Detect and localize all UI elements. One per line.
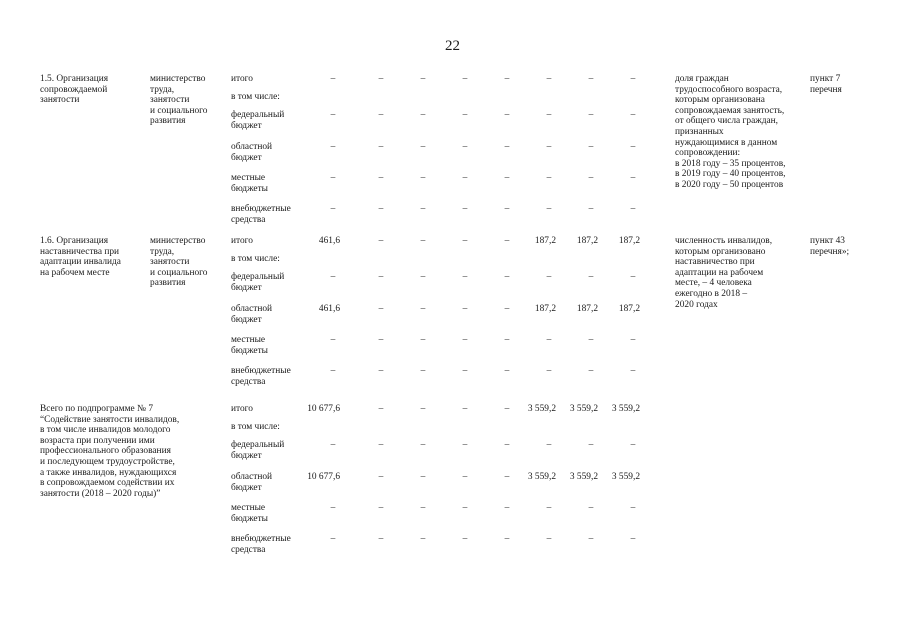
amount-y2018: 187,2	[534, 236, 556, 246]
amount-y2019: 3 559,2	[569, 404, 598, 414]
row-label: в том числе:	[231, 92, 280, 102]
dash-cell: –	[504, 142, 510, 152]
section-title: 1.5. Организация сопровождаемой занятости	[40, 74, 109, 106]
dash-cell: –	[462, 204, 468, 214]
dash-cell: –	[588, 440, 594, 450]
amount-y2019: 187,2	[576, 236, 598, 246]
row-label: в том числе:	[231, 254, 280, 264]
section-title: 1.6. Организация наставничества при адаптации инвалида на рабочем месте	[40, 236, 121, 278]
dash-cell: –	[420, 404, 426, 414]
dash-cell: –	[462, 304, 468, 314]
dash-cell: –	[630, 335, 636, 345]
dash-cell: –	[630, 74, 636, 84]
row-label: внебюджетные средства	[231, 534, 291, 555]
dash-cell: –	[504, 74, 510, 84]
dash-cell: –	[588, 503, 594, 513]
dash-cell: –	[546, 335, 552, 345]
row-label: федеральный бюджет	[231, 110, 285, 131]
amount-total: 461,6	[318, 236, 340, 246]
executor: министерство труда, занятости и социального развития	[150, 74, 208, 127]
dash-cell: –	[546, 366, 552, 376]
dash-cell: –	[420, 173, 426, 183]
reference: пункт 7 перечня	[810, 74, 842, 95]
dash-cell: –	[546, 110, 552, 120]
row-label: федеральный бюджет	[231, 272, 285, 293]
amount-total: 461,6	[318, 304, 340, 314]
reference: пункт 43 перечня»;	[810, 236, 850, 257]
section-title: Всего по подпрограмме № 7 “Содействие занятости инвалидов, в том числе инвалидов молодого возраста при получении ими профессионального образования и последующем трудоустройстве, а также инвалидов, нуждающихся в сопровождаемом содействии их занятости (2018 – 2020 годы)”	[40, 404, 180, 499]
dash-cell: –	[504, 204, 510, 214]
dash-cell: –	[462, 472, 468, 482]
row-label: в том числе:	[231, 422, 280, 432]
row-label: итого	[231, 74, 253, 84]
dash-cell: –	[462, 173, 468, 183]
dash-cell: –	[588, 366, 594, 376]
row-label: областной бюджет	[231, 142, 273, 163]
dash-cell: –	[330, 204, 336, 214]
dash-cell: –	[630, 366, 636, 376]
row-label: федеральный бюджет	[231, 440, 285, 461]
row-label: местные бюджеты	[231, 503, 268, 524]
dash-cell: –	[378, 472, 384, 482]
dash-cell: –	[588, 173, 594, 183]
dash-cell: –	[504, 304, 510, 314]
dash-cell: –	[630, 142, 636, 152]
amount-y2020: 187,2	[618, 236, 640, 246]
dash-cell: –	[588, 74, 594, 84]
dash-cell: –	[462, 110, 468, 120]
dash-cell: –	[546, 272, 552, 282]
dash-cell: –	[462, 404, 468, 414]
dash-cell: –	[630, 173, 636, 183]
dash-cell: –	[504, 404, 510, 414]
dash-cell: –	[378, 366, 384, 376]
dash-cell: –	[546, 204, 552, 214]
dash-cell: –	[420, 503, 426, 513]
row-label: областной бюджет	[231, 304, 273, 325]
row-label: внебюджетные средства	[231, 366, 291, 387]
dash-cell: –	[330, 74, 336, 84]
row-label: местные бюджеты	[231, 335, 268, 356]
row-label: итого	[231, 236, 253, 246]
dash-cell: –	[462, 335, 468, 345]
dash-cell: –	[420, 236, 426, 246]
page-number: 22	[445, 38, 460, 54]
dash-cell: –	[630, 204, 636, 214]
dash-cell: –	[546, 503, 552, 513]
dash-cell: –	[330, 173, 336, 183]
dash-cell: –	[630, 272, 636, 282]
row-label: областной бюджет	[231, 472, 273, 493]
dash-cell: –	[504, 335, 510, 345]
dash-cell: –	[462, 74, 468, 84]
dash-cell: –	[588, 335, 594, 345]
dash-cell: –	[420, 335, 426, 345]
dash-cell: –	[420, 304, 426, 314]
dash-cell: –	[462, 534, 468, 544]
dash-cell: –	[420, 534, 426, 544]
dash-cell: –	[420, 142, 426, 152]
dash-cell: –	[330, 440, 336, 450]
dash-cell: –	[378, 204, 384, 214]
amount-y2019: 3 559,2	[569, 472, 598, 482]
dash-cell: –	[546, 74, 552, 84]
dash-cell: –	[378, 503, 384, 513]
dash-cell: –	[630, 534, 636, 544]
row-label: внебюджетные средства	[231, 204, 291, 225]
dash-cell: –	[504, 272, 510, 282]
row-label: итого	[231, 404, 253, 414]
dash-cell: –	[504, 173, 510, 183]
dash-cell: –	[330, 366, 336, 376]
dash-cell: –	[378, 335, 384, 345]
amount-y2020: 3 559,2	[611, 404, 640, 414]
dash-cell: –	[330, 335, 336, 345]
amount-y2020: 187,2	[618, 304, 640, 314]
dash-cell: –	[420, 472, 426, 482]
dash-cell: –	[630, 503, 636, 513]
dash-cell: –	[462, 236, 468, 246]
dash-cell: –	[330, 142, 336, 152]
dash-cell: –	[378, 74, 384, 84]
dash-cell: –	[504, 534, 510, 544]
amount-y2020: 3 559,2	[611, 472, 640, 482]
dash-cell: –	[330, 110, 336, 120]
dash-cell: –	[588, 272, 594, 282]
amount-y2018: 3 559,2	[527, 472, 556, 482]
dash-cell: –	[330, 503, 336, 513]
dash-cell: –	[378, 304, 384, 314]
amount-y2018: 187,2	[534, 304, 556, 314]
dash-cell: –	[588, 142, 594, 152]
dash-cell: –	[378, 173, 384, 183]
dash-cell: –	[378, 440, 384, 450]
dash-cell: –	[378, 110, 384, 120]
dash-cell: –	[504, 440, 510, 450]
dash-cell: –	[462, 272, 468, 282]
dash-cell: –	[504, 366, 510, 376]
dash-cell: –	[378, 404, 384, 414]
amount-total: 10 677,6	[307, 404, 340, 414]
dash-cell: –	[504, 503, 510, 513]
dash-cell: –	[546, 534, 552, 544]
dash-cell: –	[462, 503, 468, 513]
dash-cell: –	[546, 142, 552, 152]
dash-cell: –	[546, 440, 552, 450]
dash-cell: –	[504, 236, 510, 246]
row-label: местные бюджеты	[231, 173, 268, 194]
dash-cell: –	[420, 440, 426, 450]
dash-cell: –	[630, 440, 636, 450]
dash-cell: –	[546, 173, 552, 183]
dash-cell: –	[462, 366, 468, 376]
dash-cell: –	[420, 366, 426, 376]
dash-cell: –	[504, 110, 510, 120]
dash-cell: –	[378, 272, 384, 282]
dash-cell: –	[420, 272, 426, 282]
dash-cell: –	[420, 74, 426, 84]
dash-cell: –	[588, 110, 594, 120]
dash-cell: –	[378, 236, 384, 246]
dash-cell: –	[630, 110, 636, 120]
dash-cell: –	[504, 472, 510, 482]
amount-y2019: 187,2	[576, 304, 598, 314]
indicator: доля граждан трудоспособного возраста, которым организована сопровождаемая занятость, от общего числа граждан, признанных нуждающимися в данном сопровождении: в 2018 году – 35 процентов, в 2019 году – 40 процентов, в 2020 году – 50 процентов	[675, 74, 786, 190]
dash-cell: –	[378, 142, 384, 152]
dash-cell: –	[462, 142, 468, 152]
dash-cell: –	[378, 534, 384, 544]
amount-total: 10 677,6	[307, 472, 340, 482]
dash-cell: –	[588, 204, 594, 214]
dash-cell: –	[420, 204, 426, 214]
dash-cell: –	[330, 534, 336, 544]
indicator: численность инвалидов, которым организовано наставничество при адаптации на рабочем месте, – 4 человека ежегодно в 2018 – 2020 годах	[675, 236, 773, 310]
dash-cell: –	[330, 272, 336, 282]
executor: министерство труда, занятости и социального развития	[150, 236, 208, 289]
amount-y2018: 3 559,2	[527, 404, 556, 414]
dash-cell: –	[420, 110, 426, 120]
dash-cell: –	[462, 440, 468, 450]
dash-cell: –	[588, 534, 594, 544]
